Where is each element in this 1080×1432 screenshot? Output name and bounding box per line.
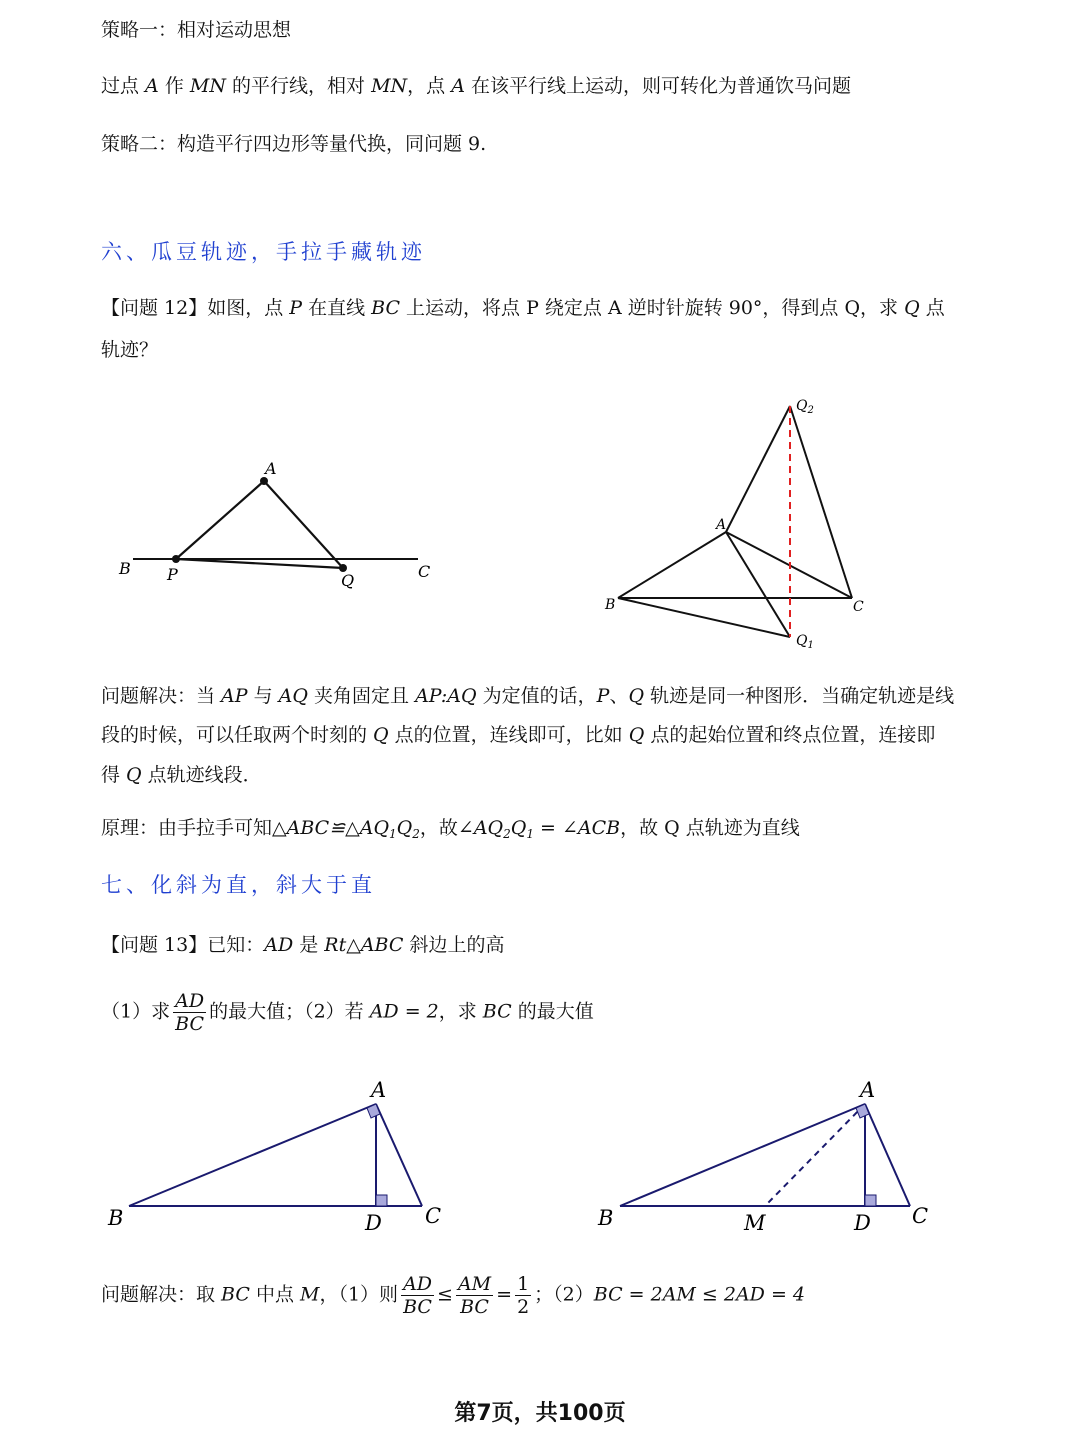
label-a2: A bbox=[716, 517, 727, 533]
label-b3: B bbox=[108, 1206, 124, 1230]
label-q: Q bbox=[341, 571, 355, 590]
section7-heading: 七、化斜为直，斜大于直 bbox=[101, 873, 376, 897]
label-p: P bbox=[167, 565, 178, 584]
segment-ba4 bbox=[620, 1104, 865, 1206]
label-b: B bbox=[119, 559, 131, 578]
strategy2-title: 策略二：构造平行四边形等量代换，同问题 9. bbox=[101, 133, 487, 155]
problem12-solution-line3: 得 Q 点轨迹线段． bbox=[101, 764, 262, 786]
label-c2: C bbox=[853, 599, 864, 615]
label-c4: C bbox=[912, 1204, 929, 1228]
label-c: C bbox=[418, 562, 431, 581]
segment-ac4 bbox=[865, 1104, 910, 1206]
label-d4: D bbox=[854, 1211, 871, 1235]
right-angle-d4 bbox=[865, 1195, 876, 1206]
problem13-solution: 问题解决：取 BC 中点 M，（1）则 $\frac{AD}{BC}$ ≤ $\frac{AM}{BC}$ = $\frac{1}{2}$ ；（2）BC = 2AM ≤ 2AD = 4 bbox=[101, 1273, 805, 1318]
page-footer: 第7页，共100页 bbox=[454, 1401, 626, 1426]
label-b2: B bbox=[605, 597, 616, 613]
label-q2: $Q_2$ bbox=[796, 398, 814, 416]
principle-line: 原理：由手拉手可知$\triangle ABC≌\triangle AQ_1Q_2$，故$\angle AQ_2Q_1$ = ∠ACB，故 Q 点轨迹为直线 bbox=[101, 817, 800, 841]
label-a4: A bbox=[860, 1078, 876, 1102]
label-c3: C bbox=[425, 1204, 442, 1228]
label-m4: M bbox=[744, 1211, 766, 1235]
fraction-am-bc: $\frac{AM}{BC}$ bbox=[457, 1273, 492, 1318]
problem12-line1: 【问题 12】如图，点 P 在直线 BC 上运动，将点 P 绕定点 A 逆时针旋转 90°，得到点 Q，求 Q 点 bbox=[101, 297, 945, 319]
problem13-line2: （1）求 $\frac{AD}{BC}$ 的最大值；（2）若 AD = 2，求 BC 的最大值 bbox=[101, 990, 594, 1035]
fraction-ad-bc: $\frac{AD}{BC}$ bbox=[175, 990, 205, 1035]
fraction-ad-bc-2: $\frac{AD}{BC}$ bbox=[403, 1273, 433, 1318]
label-b4: B bbox=[598, 1206, 614, 1230]
strategy1-text: 过点 A 作 MN 的平行线，相对 MN，点 A 在该平行线上运动，则可转化为普通饮马问题 bbox=[101, 75, 851, 97]
label-q1: $Q_1$ bbox=[796, 633, 814, 651]
label-a: A bbox=[265, 459, 277, 478]
problem13-line1: 【问题 13】已知：AD 是 Rt△ABC 斜边上的高 bbox=[101, 934, 505, 956]
strategy1-title: 策略一：相对运动思想 bbox=[101, 19, 292, 41]
problem12-solution-line2: 段的时候，可以任取两个时刻的 Q 点的位置，连线即可，比如 Q 点的起始位置和终点位置，连接即 bbox=[101, 724, 936, 746]
problem12-line2: 轨迹？ bbox=[101, 339, 159, 361]
label-a3: A bbox=[371, 1078, 387, 1102]
problem12-solution-line1: 问题解决：当 AP 与 AQ 夹角固定且 AP:AQ 为定值的话，P、Q 轨迹是同一种图形．当确定轨迹是线 bbox=[101, 685, 955, 707]
dashed-am4 bbox=[765, 1104, 865, 1206]
section6-heading: 六、瓜豆轨迹，手拉手藏轨迹 bbox=[101, 240, 426, 264]
fraction-one-half: $\frac{1}{2}$ bbox=[517, 1273, 530, 1318]
label-d3: D bbox=[365, 1211, 382, 1235]
